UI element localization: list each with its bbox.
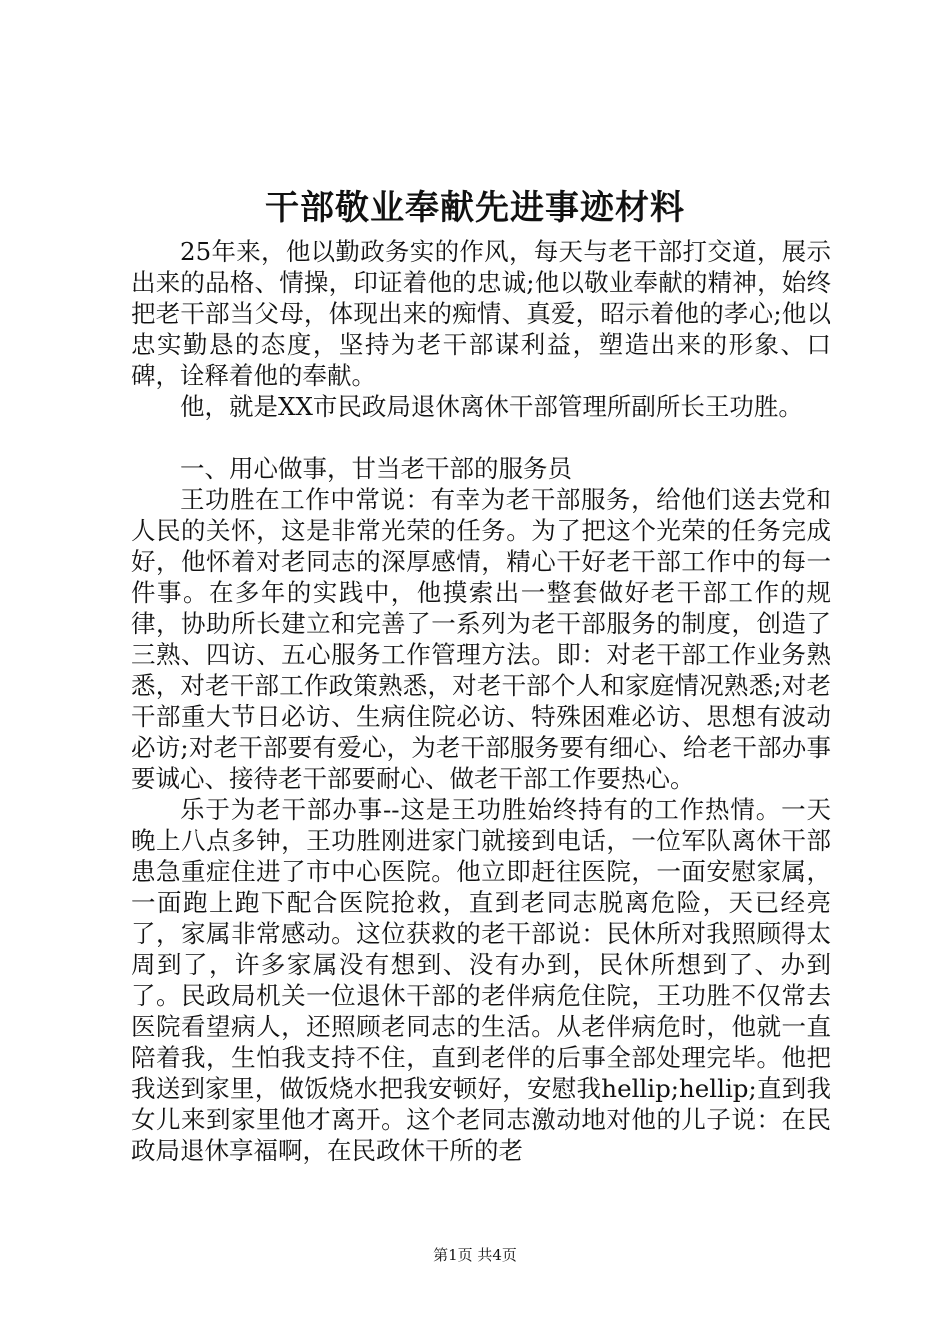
section-heading: 一、用心做事，甘当老干部的服务员 xyxy=(180,454,572,483)
document-body xyxy=(131,236,831,1166)
document-title: 干部敬业奉献先进事迹材料 xyxy=(265,188,685,228)
section-paragraph: 乐于为老干部办事--这是王功胜始终持有的工作热情。一天晚上八点多钟，王功胜刚进家门就接到电话，一位军队离休干部患急重症住进了市中心医院。他立即赶往医院，一面安慰家属，一面跑上跑下配合医院抢救，直到老同志脱离危险，天已经亮了，家属非常感动。这位获救的老干部说：民休所对我照顾得太周到了，许多家属没有想到、没有办到，民休所想到了、办到了。民政局机关一位退休干部的老伴病危住院，王功胜不仅常去医院看望病人，还照顾老同志的生活。从老伴病危时，他就一直陪着我，生怕我支持不住，直到老伴的后事全部处理完毕。他把我送到家里，做饭烧水把我安顿好，安慰我hellip;hellip;直到我女儿来到家里他才离开。这个老同志激动地对他的儿子说：在民政局退休享福啊，在民政休干所的老 xyxy=(131,795,831,1165)
intro-paragraph: 他，就是XX市民政局退休离休干部管理所副所长王功胜。 xyxy=(180,392,803,421)
paragraph-spacer xyxy=(131,422,831,453)
page-footer: 第1页 共4页 xyxy=(433,1246,517,1264)
section-paragraph: 王功胜在工作中常说：有幸为老干部服务，给他们送去党和人民的关怀，这是非常光荣的任务。为了把这个光荣的任务完成好，他怀着对老同志的深厚感情，精心干好老干部工作中的每一件事。在多年的实践中，他摸索出一整套做好老干部工作的规律，协助所长建立和完善了一系列为老干部服务的制度，创造了三熟、四访、五心服务工作管理方法。即：对老干部工作业务熟悉，对老干部工作政策熟悉，对老干部个人和家庭情况熟悉;对老干部重大节日必访、生病住院必访、特殊困难必访、思想有波动必访;对老干部要有爱心，为老干部服务要有细心、给老干部办事要诚心、接待老干部要耐心、做老干部工作要热心。 xyxy=(131,485,831,793)
intro-paragraph: 25年来，他以勤政务实的作风，每天与老干部打交道，展示出来的品格、情操，印证着他的忠诚;他以敬业奉献的精神，始终把老干部当父母，体现出来的痴情、真爱，昭示着他的孝心;他以忠实勤恳的态度，坚持为老干部谋利益，塑造出来的形象、口碑，诠释着他的奉献。 xyxy=(131,237,831,390)
